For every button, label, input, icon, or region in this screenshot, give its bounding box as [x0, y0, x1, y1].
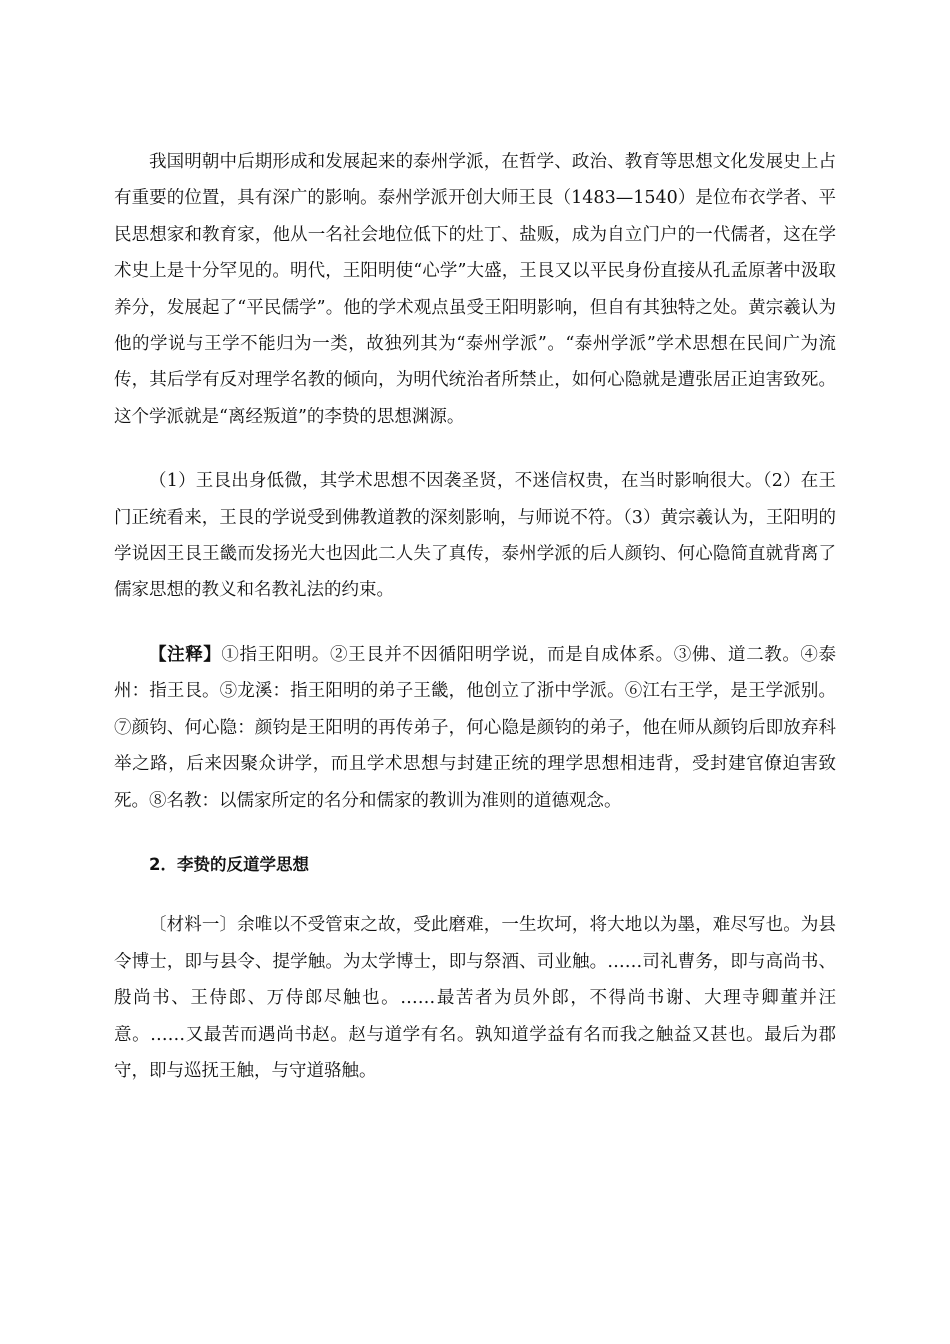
- spacer: [114, 883, 836, 907]
- notes-paragraph: [114, 637, 836, 819]
- spacer: [114, 819, 836, 847]
- intro-paragraph: 我国明朝中后期形成和发展起来的泰州学派，在哲学、政治、教育等思想文化发展史上占有重要的位置，具有深广的影响。泰州学派开创大师王艮（1483—1540）是位布衣学者、平民思想家和教育家，他从一名社会地位低下的灶丁、盐贩，成为自立门户的一代儒者，这在学术史上是十分罕见的。明代，王阳明使“心学”大盛，王艮又以平民身份直接从孔孟原著中汲取养分，发展起了“平民儒学”。他的学术观点虽受王阳明影响，但自有其独特之处。黄宗羲认为他的学说与王学不能归为一类，故独列其为“泰州学派”。“泰州学派”学术思想在民间广为流传，其后学有反对理学名教的倾向，为明代统治者所禁止，如何心隐就是遭张居正迫害致死。这个学派就是“离经叛道”的李贽的思想渊源。: [114, 152, 836, 427]
- material-one-paragraph: 〔材料一〕余唯以不受管束之故，受此磨难，一生坎坷，将大地以为墨，难尽写也。为县令博士，即与县令、提学触。为太学博士，即与祭酒、司业触。……司礼曹务，即与高尚书、殷尚书、王侍郎、万侍郎尽触也。……最苦者为员外郎，不得尚书谢、大理寺卿董并汪意。……又最苦而遇尚书赵。赵与道学有名。孰知道学益有名而我之触益又甚也。最后为郡守，即与巡抚王触，与守道骆触。: [114, 915, 836, 1081]
- spacer: [114, 609, 836, 637]
- notes-text: ①指王阳明。②王艮并不因循阳明学说，而是自成体系。③佛、道二教。④泰州：指王艮。⑤龙溪：指王阳明的弟子王畿，他创立了浙中学派。⑥江右王学，是王学派别。⑦颜钧、何心隐：颜钧是王阳明的再传弟子，何心隐是颜钧的弟子，他在师从颜钧后即放弃科举之路，后来因聚众讲学，而且学术思想与封建正统的理学思想相违背，受封建官僚迫害致死。⑧名教：以儒家所定的名分和儒家的教训为准则的道德观念。: [114, 644, 837, 811]
- spacer: [114, 435, 836, 463]
- points-paragraph: （1）王艮出身低微，其学术思想不因袭圣贤，不迷信权贵，在当时影响很大。（2）在王门正统看来，王艮的学说受到佛教道教的深刻影响，与师说不符。（3）黄宗羲认为，王阳明的学说因王艮王畿而发扬光大也因此二人失了真传，泰州学派的后人颜钧、何心隐简直就背离了儒家思想的教义和名教礼法的约束。: [114, 471, 836, 601]
- notes-label: 【注释】: [149, 644, 222, 665]
- section-heading: 2．李贽的反道学思想: [149, 854, 309, 874]
- document-body: [114, 144, 836, 1089]
